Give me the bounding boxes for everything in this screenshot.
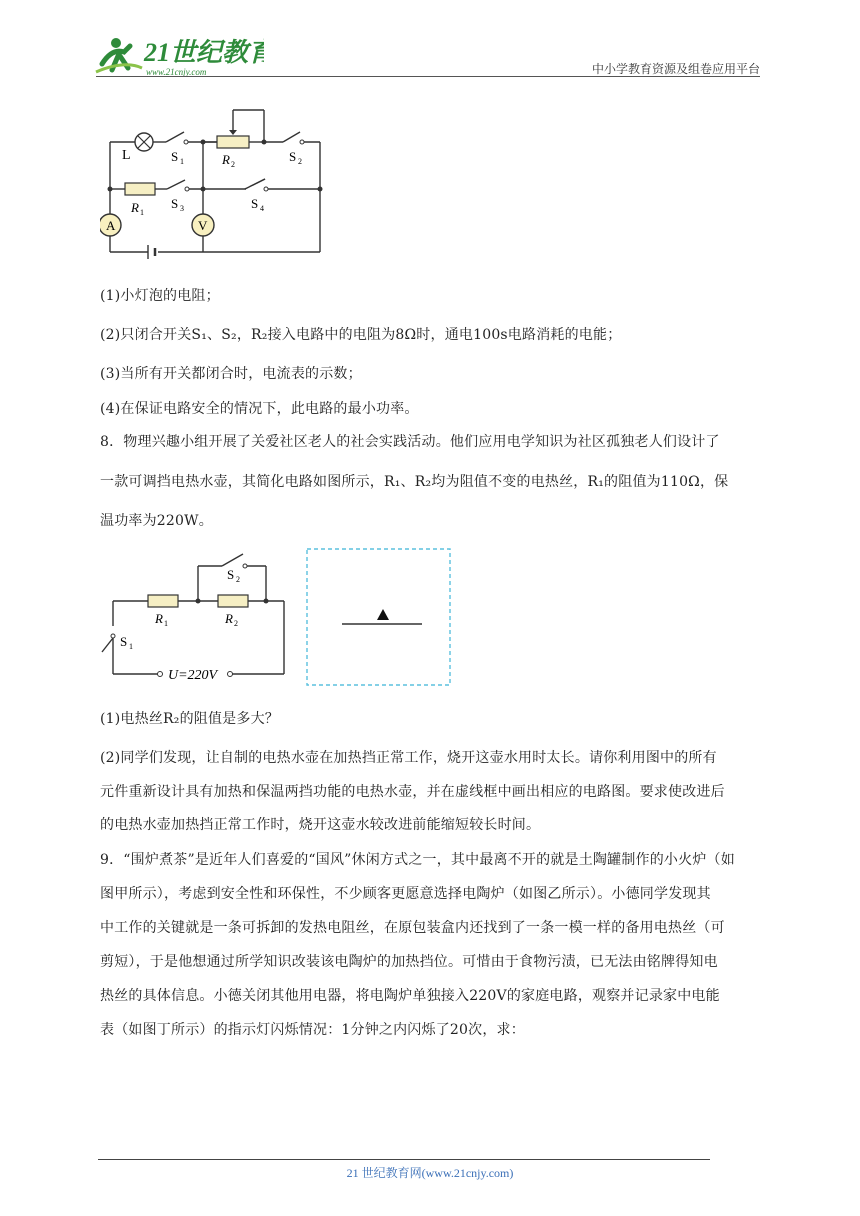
label-S2-sub: 2 <box>298 157 302 166</box>
q8-item-2-line-3: 的电热水壶加热挡正常工作时，烧开这壶水较改进前能缩短较长时间。 <box>100 817 541 833</box>
rheostat-r2 <box>217 136 249 148</box>
q8-intro-line-3: 温功率为220W。 <box>100 513 213 529</box>
q7-item-1: (1)小灯泡的电阻； <box>100 288 220 304</box>
label-S1-sub: 1 <box>129 642 133 651</box>
triangle-icon <box>377 609 389 620</box>
label-S4-sub: 4 <box>260 204 264 213</box>
voltmeter-label: V <box>198 218 208 233</box>
label-S2-sub: 2 <box>236 575 240 584</box>
header-divider <box>96 76 760 77</box>
q9-line-6: 表（如图丁所示）的指示灯闪烁情况：1分钟之内闪烁了20次，求： <box>100 1022 525 1038</box>
q9-line-5: 热丝的具体信息。小德关闭其他用电器，将电陶炉单独接入220V的家庭电路，观察并记录家中电能 <box>100 988 720 1004</box>
q8-item-2-line-2: 元件重新设计具有加热和保温两挡功能的电热水壶，并在虚线框中画出相应的电路图。要求使改进后 <box>100 784 725 800</box>
label-R2: R <box>225 611 233 626</box>
footer-text: 21 世纪教育网(www.21cnjy.com) <box>346 1166 514 1180</box>
platform-name: 中小学教育资源及组卷应用平台 <box>591 62 760 76</box>
q8-intro-line-2: 一款可调挡电热水壶，其简化电路如图所示，R₁、R₂均为阻值不变的电热丝，R₁的阻值为110Ω，保 <box>100 474 729 490</box>
q8-intro-line-1: 8．物理兴趣小组开展了关爱社区老人的社会实践活动。他们应用电学知识为社区孤独老人们设计了 <box>100 434 720 450</box>
brand-url: www.21cnjy.com <box>146 67 207 77</box>
resistor-r1 <box>148 595 178 607</box>
q7-item-2: (2)只闭合开关S₁、S₂，R₂接入电路中的电阻为8Ω时，通电100s电路消耗的电能； <box>100 327 622 343</box>
q9-line-3: 中工作的关键就是一条可拆卸的发热电阻丝，在原包装盒内还找到了一条一模一样的备用电热丝（可 <box>100 920 725 936</box>
label-R2-sub: 2 <box>231 160 235 169</box>
q9-line-2: 图甲所示），考虑到安全性和环保性，不少顾客更愿意选择电陶炉（如图乙所示）。小德同学发现其 <box>100 886 711 902</box>
label-R1-sub: 1 <box>140 208 144 217</box>
circuit-diagram-1 <box>100 102 330 270</box>
label-voltage: U=220V <box>168 668 218 683</box>
brand-logo <box>94 34 264 78</box>
runner-logo-icon <box>94 34 264 78</box>
label-S1-sub: 1 <box>180 157 184 166</box>
q7-item-4: (4)在保证电路安全的情况下，此电路的最小功率。 <box>100 401 419 417</box>
label-S1: S <box>171 149 179 164</box>
label-S1: S <box>120 634 128 649</box>
label-R1: R <box>155 611 163 626</box>
label-L: L <box>122 148 131 163</box>
label-R2: R <box>222 152 230 167</box>
circuit-diagram-2 <box>98 546 298 686</box>
label-R2-sub: 2 <box>234 619 238 628</box>
ammeter-label: A <box>106 218 116 233</box>
q9-line-4: 剪短），于是他想通过所学知识改装该电陶炉的加热挡位。可惜由于食物污渍，已无法由铭牌得知电 <box>100 954 718 970</box>
q8-item-2-line-1: (2)同学们发现，让自制的电热水壶在加热挡正常工作，烧开这壶水用时太长。请你利用图中的所有 <box>100 750 717 766</box>
label-S2: S <box>289 149 297 164</box>
q8-item-1: (1)电热丝R₂的阻值是多大？ <box>100 711 279 727</box>
label-R1-sub: 1 <box>164 619 168 628</box>
label-S4: S <box>251 196 259 211</box>
footer-divider <box>98 1159 710 1160</box>
brand-main: 21世纪教育 <box>144 38 264 67</box>
q9-line-1: 9．“围炉煮茶”是近年人们喜爱的“国风”休闲方式之一，其中最离不开的就是土陶罐制作的小火炉（如 <box>100 852 735 868</box>
label-S2: S <box>227 567 235 582</box>
q7-item-3: (3)当所有开关都闭合时，电流表的示数； <box>100 366 362 382</box>
label-R1: R <box>131 200 139 215</box>
resistor-r2 <box>218 595 248 607</box>
label-S3: S <box>171 196 179 211</box>
answer-dashed-box <box>306 548 452 688</box>
label-S3-sub: 3 <box>180 204 184 213</box>
resistor-r1 <box>125 183 155 195</box>
